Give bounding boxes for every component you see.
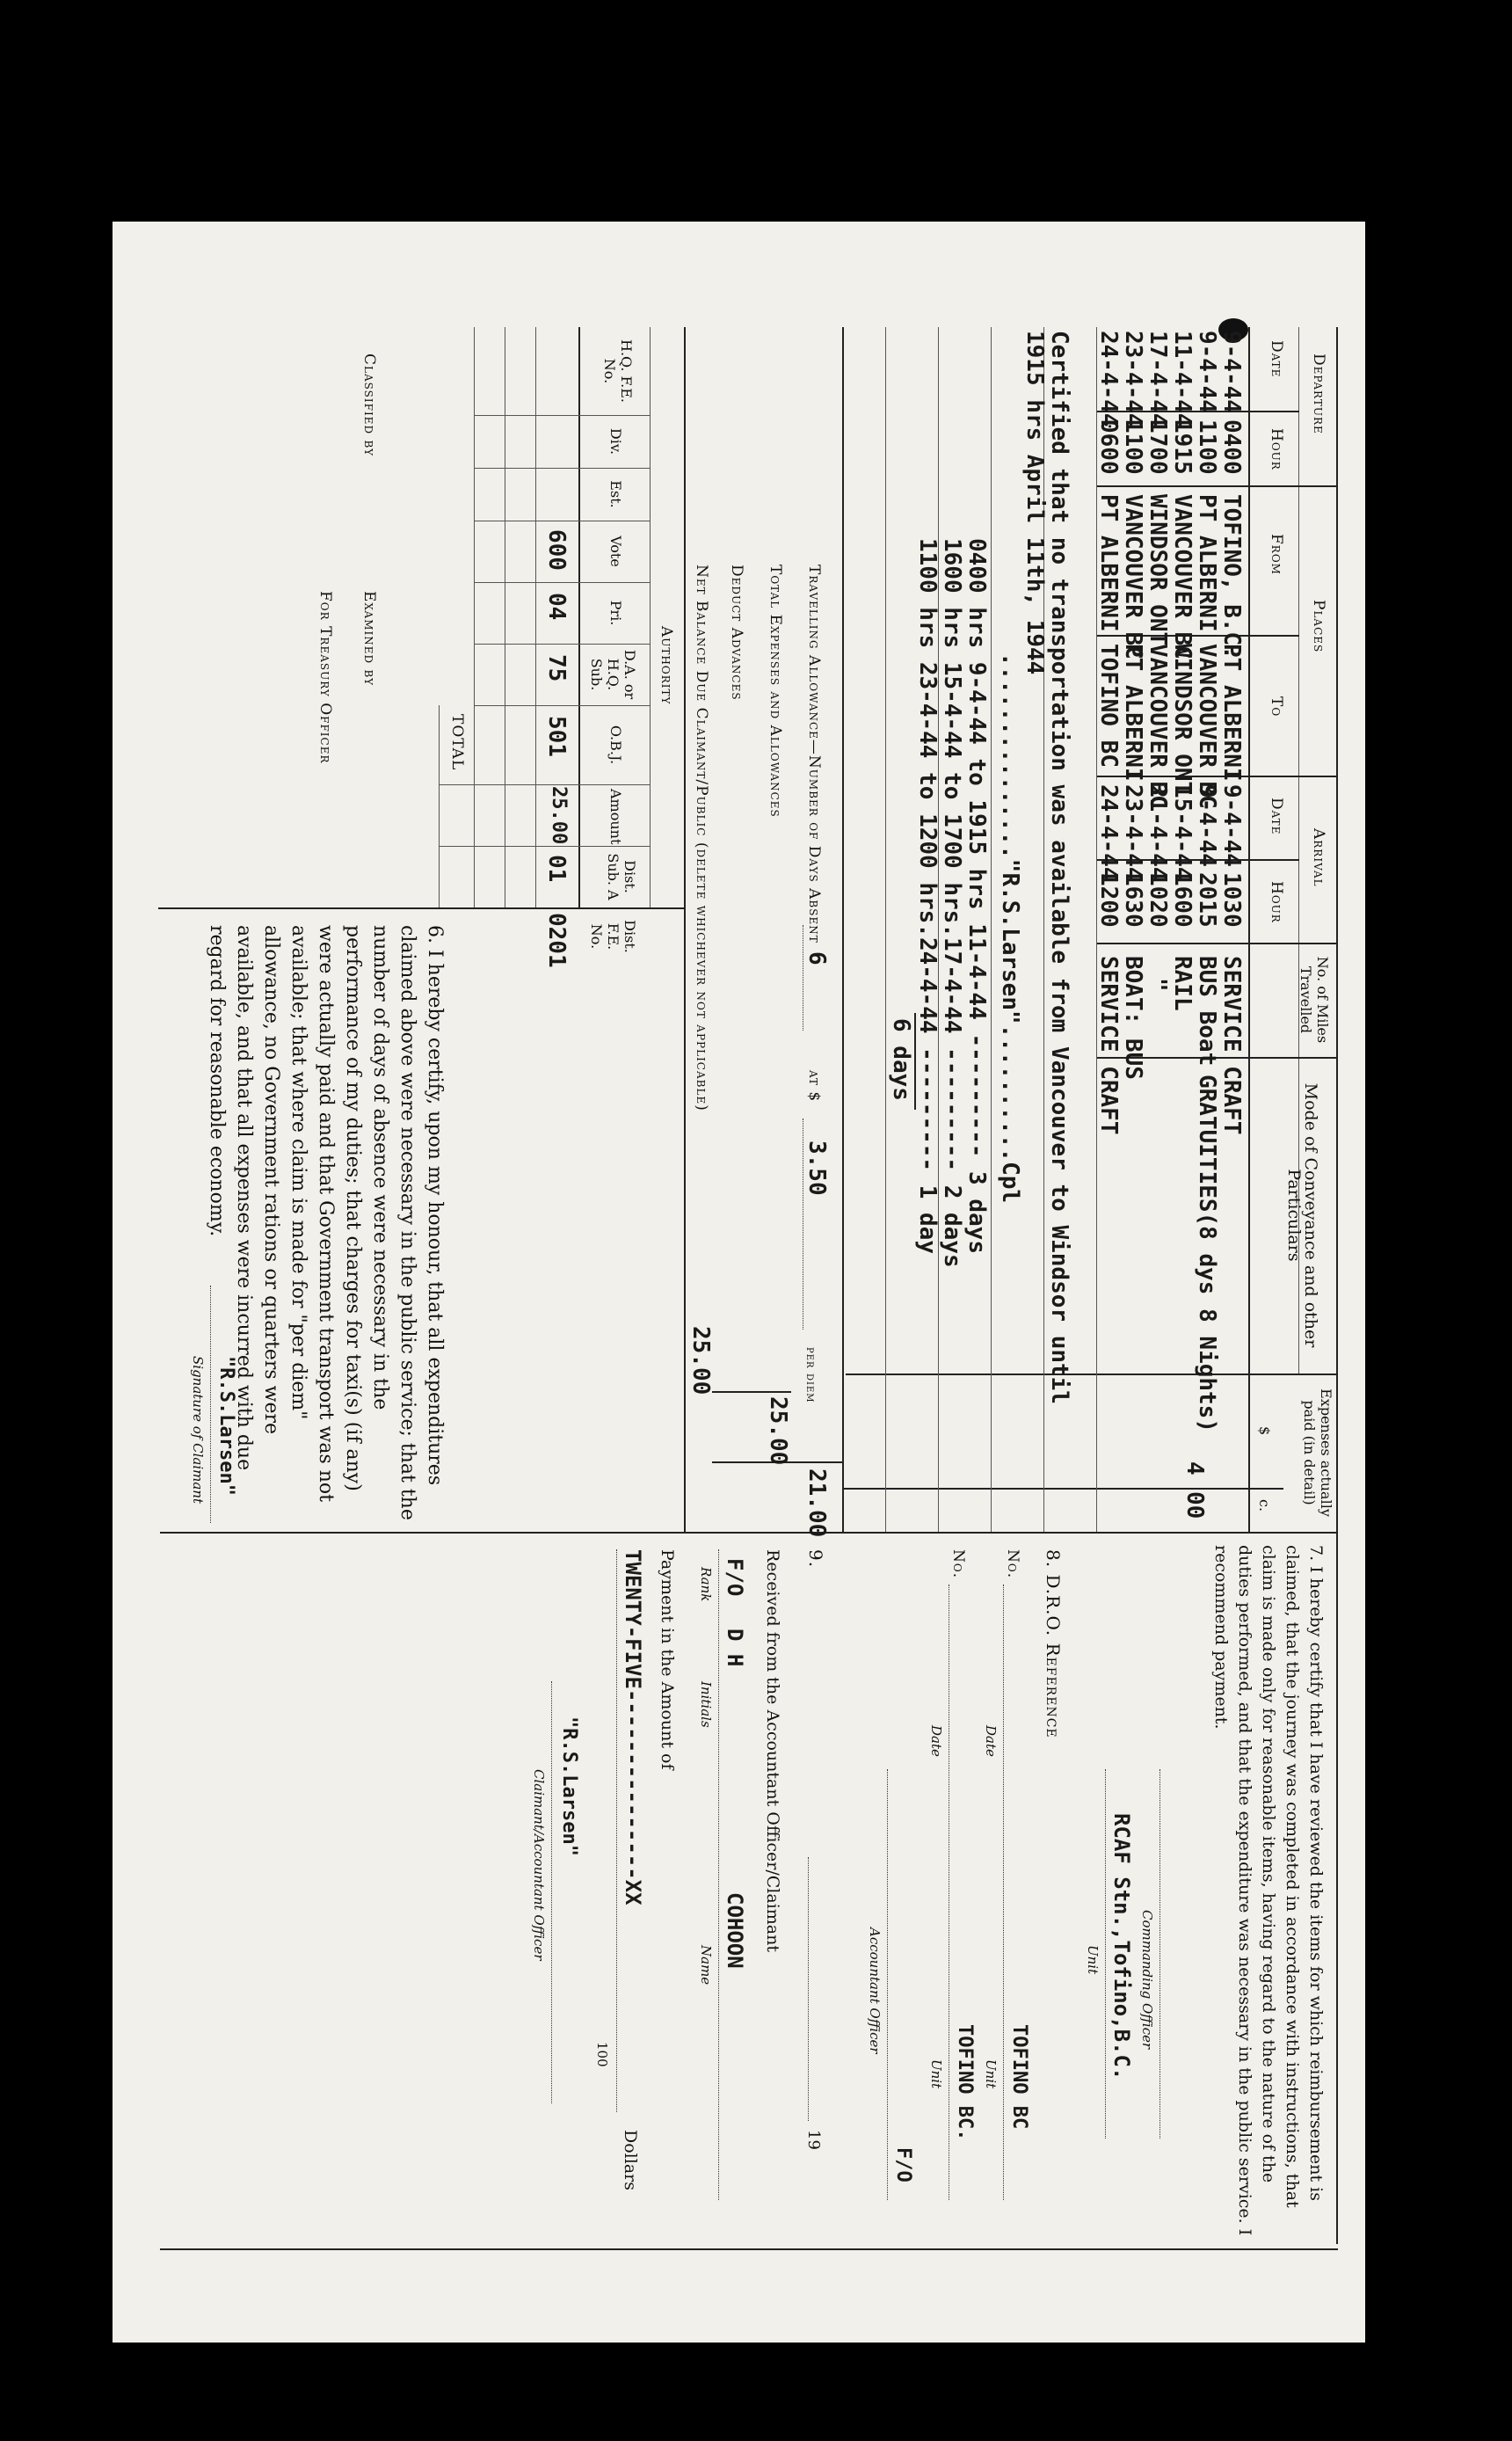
unit-rule	[1105, 1769, 1106, 2139]
day-breakdown-3: 1100 hrs 23-4-44 to 1200 hrs.24-4-44 --------- 1 day	[914, 538, 941, 1254]
itin-row-6-from: PT ALBERNI	[1095, 494, 1122, 632]
header-arr-date: Date	[1268, 798, 1285, 835]
ledger-line-3	[991, 327, 992, 1532]
itin-row-4-dep-hour: 1700	[1145, 419, 1171, 475]
itin-row-3-arr-date: 15-4-44	[1169, 784, 1196, 881]
auth-sub: 75	[543, 654, 570, 682]
itin-row-5-mode: BOAT: BUS	[1120, 956, 1146, 1080]
cert7-text	[1209, 1545, 1327, 2240]
header-date: Date	[1268, 340, 1285, 378]
dro-no-2: No.	[949, 1549, 967, 1579]
itin-row-4-to: VANCOUVER BC	[1145, 644, 1171, 809]
itin-row-2-mode: BUS Boat	[1194, 956, 1220, 1067]
itin-row-1-mode: SERVICE CRAFT	[1218, 956, 1245, 1135]
net-balance-amount: 25.00	[687, 1326, 714, 1395]
day-breakdown-1: 0400 hrs 9-4-44 to 1915 hrs 11-4-44 --------- 3 days	[963, 538, 990, 1254]
sec9-rank: F/O	[723, 1558, 747, 1597]
col-arr-hour-right	[1097, 943, 1338, 944]
auth-dist-fe-label: Dist. F.E. No.	[588, 920, 638, 953]
itin-row-3-dep-date: 11-4-44	[1169, 331, 1196, 427]
sec9-claimant-caption: Claimant/Accountant Officer	[531, 1769, 547, 1961]
main-right-border	[160, 1532, 1338, 1534]
authority-title: Authority	[658, 626, 675, 705]
authority-header-bottom	[578, 327, 580, 907]
sec9-date-rule	[808, 1857, 809, 2121]
itin-row-6-dep-hour: 0600	[1095, 419, 1122, 475]
gratuities-text: GRATUITIES(8 dys 8 Nights)	[1194, 1075, 1220, 1432]
cert7-number: 7.	[1306, 1545, 1326, 1562]
cert6-sig-caption: Signature of Claimant	[190, 1356, 206, 1505]
sec9-hundred: 100	[594, 2042, 610, 2067]
cert6-body: I hereby certify, upon my honour, that all expenditures claimed above were necessary in the public service; that the number of days of absence were necessary in the performance of my duties; that charges for taxi(s) (if any) were actually paid and that Government transport was not available; that where claim is made for "per diem" allowance, no Government rations or quarters were available, and that all expenses were incurred with due regard for reasonable economy.	[206, 925, 446, 1520]
cert-note-line-1: Certified that no transportation was available from Vancouver to Windsor until	[1046, 331, 1072, 1404]
sec9-dollars: Dollars	[621, 2130, 640, 2190]
header-arrival: Arrival	[1310, 828, 1327, 887]
expense-claim-sheet	[113, 222, 1365, 2343]
itin-row-2-to: VANCOUVER BC	[1194, 644, 1220, 809]
auth-right-border	[158, 907, 686, 909]
auth-col-est: Est.	[607, 480, 624, 508]
sec9-initials: D H	[723, 1629, 747, 1667]
itin-row-1-dep-hour: 0400	[1218, 419, 1245, 475]
day-breakdown-2: 1600 hrs 15-4-44 to 1700 hrs.17-4-44 --------- 2 days	[939, 538, 965, 1268]
auth-col-sub: D.A. or H.Q. Sub.	[588, 649, 638, 700]
itin-row-6-mode: SERVICE CRAFT	[1095, 956, 1122, 1135]
co-caption: Commanding Officer	[1139, 1910, 1155, 2050]
sec9-claimant-signature: "R.S.Larsen"	[558, 1716, 580, 1856]
sec9-rank-caption: Rank	[698, 1567, 714, 1602]
dro-date-caption-1: Date	[983, 1725, 999, 1757]
dro-unit-2: TOFINO BC.	[954, 2024, 976, 2141]
acct-officer-rule	[887, 1769, 888, 2200]
cert6-signature: "R.S.Larsen"	[215, 1356, 237, 1496]
itin-row-5-from: VANCOUVER BC	[1120, 494, 1146, 659]
cert7-body: I hereby certify that I have reviewed the items for which reimbursement is claimed, that the journey was completed in accordance with instructions, that claim is made only for reasonable items, having regard to the nature of the duties performed, and that the expenditure was necessary in the public service. I recommend payment.	[1211, 1545, 1326, 2236]
auth-col-div: Div.	[607, 427, 624, 455]
travelling-allowance-label: Travelling Allowance—Number of Days Absent	[805, 565, 823, 944]
header-hour: Hour	[1268, 428, 1285, 470]
sec9-name: COHOON	[723, 1892, 747, 1969]
at-dollar-label: at $	[805, 1070, 823, 1103]
auth-row-3	[474, 327, 475, 907]
dro-label: 8. D.R.O. Reference	[1043, 1549, 1064, 1738]
itin-row-1-arr-date: 9-4-44	[1218, 784, 1245, 867]
cents-divider	[844, 1488, 1283, 1490]
totals-bottom-rule	[684, 327, 686, 1532]
dro-unit-caption-2: Unit	[928, 2059, 944, 2089]
itin-row-3-to: WINDSOR ONT	[1169, 644, 1196, 796]
auth-col-hq: H.Q. F.E. No.	[601, 339, 635, 403]
itin-row-2-dep-hour: 1100	[1194, 419, 1220, 475]
top-rule	[1336, 327, 1338, 2244]
auth-col-1	[475, 415, 651, 416]
dro-no-1: No.	[1004, 1549, 1021, 1579]
itin-row-4-dep-date: 17-4-44	[1145, 331, 1171, 427]
col-hour-right	[1097, 485, 1338, 487]
itin-row-6-dep-date: 24-4-44	[1095, 331, 1122, 427]
sec9-amount-rule	[616, 1549, 617, 2112]
itin-row-1-to: PT ALBERNI	[1218, 644, 1245, 782]
header-arr-hour: Hour	[1268, 881, 1285, 923]
itin-row-6-to: TOFINO BC	[1095, 644, 1122, 768]
classified-by-label: Classified by	[360, 353, 378, 456]
auth-col-6	[475, 705, 651, 706]
header-departure: Departure	[1310, 353, 1327, 434]
auth-pri: 04	[543, 593, 570, 621]
itin-row-2-arr-date: 9-4-44	[1194, 784, 1220, 867]
itin-row-5-arr-hour: 1630	[1120, 872, 1146, 928]
auth-vote: 600	[543, 529, 570, 571]
header-places: Places	[1310, 600, 1327, 653]
auth-dist-fe: 0201	[543, 913, 570, 968]
acct-officer-caption: Accountant Officer	[867, 1927, 883, 2054]
cert6-number: 6.	[424, 925, 446, 944]
rotated-form	[149, 274, 1354, 2297]
gratuities-cents: 00	[1181, 1491, 1208, 1519]
itin-row-5-dep-date: 23-4-44	[1120, 331, 1146, 427]
itin-row-4-from: WINDSOR ONT	[1145, 494, 1171, 646]
dro-date-caption-2: Date	[928, 1725, 944, 1757]
auth-amount: 25.00	[548, 786, 570, 845]
sec9-name-rule	[718, 1549, 719, 2200]
ledger-line-5	[885, 327, 886, 1532]
header-from: From	[1268, 534, 1285, 575]
auth-col-distsub: Dist. Sub. A	[605, 853, 638, 900]
auth-col-5	[475, 644, 651, 645]
header-dollar: $	[1256, 1426, 1273, 1436]
day-total-underline	[914, 1013, 916, 1110]
itin-row-3-mode: RAIL	[1169, 956, 1196, 1011]
itin-row-4-arr-hour: 1020	[1145, 872, 1171, 928]
auth-col-4	[475, 582, 651, 583]
per-diem-label: per diem	[803, 1347, 818, 1403]
co-sig-rule	[1159, 1769, 1160, 2139]
totals-top-rule	[842, 327, 844, 1532]
itin-row-5-arr-date: 23-4-44	[1120, 784, 1146, 881]
cert6-text	[203, 925, 448, 1523]
itin-row-3-from: VANCOUVER BC	[1169, 494, 1196, 659]
auth-total-rule	[439, 705, 440, 907]
header-miles: No. of Miles Travelled	[1298, 956, 1331, 1044]
itin-row-1-from: TOFINO, B.C.	[1218, 494, 1245, 659]
examined-by-label: Examined by	[360, 591, 378, 687]
expenses-left-border	[846, 1374, 1338, 1375]
deduct-advances-label: Deduct Advances	[728, 565, 745, 701]
itin-row-4-arr-date: 21-4-44	[1145, 784, 1171, 881]
auth-col-pri: Pri.	[607, 600, 624, 626]
authority-header-top	[650, 327, 651, 907]
cert6-sig-rule	[210, 1286, 211, 1523]
sec9-received: Received from the Accountant Officer/Claimant	[763, 1549, 782, 1953]
sec9-name-caption: Name	[698, 1945, 714, 1986]
header-to: To	[1268, 696, 1285, 718]
total-expenses-label: Total Expenses and Allowances	[767, 565, 784, 818]
travelling-allowance-amount: 21.00	[803, 1468, 830, 1538]
header-mode: Mode of Conveyance and other Particulars	[1284, 1082, 1320, 1348]
auth-row-1	[535, 327, 536, 907]
sec9-payment-label: Payment in the Amount of	[658, 1549, 677, 1770]
treasury-officer-label: For Treasury Officer	[316, 591, 334, 764]
travelling-allowance-days: 6	[803, 951, 830, 965]
total-col-border	[712, 1391, 791, 1393]
auth-col-amount: Amount	[607, 789, 624, 845]
itin-row-2-arr-hour: 2015	[1194, 872, 1220, 928]
dro-unit-caption-1: Unit	[983, 2059, 999, 2089]
itin-row-6-arr-date: 24-4-44	[1095, 784, 1122, 881]
auth-dist-sub: 01	[543, 855, 570, 883]
cert7-unit-value: RCAF Stn.,Tofino,B.C.	[1109, 1813, 1134, 2080]
travelling-allowance-rate: 3.50	[803, 1140, 830, 1196]
sec9-initials-caption: Initials	[698, 1681, 714, 1728]
itin-row-4-mode: "	[1145, 978, 1171, 992]
sec9-amount-words: TWENTY-FIVE---------------XX	[621, 1549, 645, 1905]
itin-row-2-dep-date: 9-4-44	[1194, 331, 1220, 413]
sec9-claimant-rule	[551, 1681, 552, 2103]
auth-col-2	[475, 468, 651, 469]
auth-col-vote: Vote	[607, 536, 624, 567]
header-bottom-rule	[1248, 327, 1250, 1532]
day-breakdown-total: 6 days	[888, 1018, 914, 1101]
net-balance-label: Net Balance Due Claimant/Public (delete whichever not applicable)	[693, 565, 710, 1111]
auth-col-obj: O.B.J.	[607, 725, 624, 765]
itin-row-5-to: PT ALBERNI	[1120, 644, 1146, 782]
header-cents: c.	[1256, 1499, 1273, 1512]
cert-note-signature: ..............."R.S.Larsen"..........Cpl	[997, 652, 1023, 1204]
itin-row-1-dep-date: 9-4-44	[1218, 331, 1245, 413]
cert7-unit-caption: Unit	[1085, 1945, 1101, 1975]
dro-unit-1: TOFINO BC	[1008, 2024, 1030, 2130]
acct-officer-value: F/O	[892, 2147, 914, 2182]
total-expenses-amount: 25.00	[765, 1396, 791, 1466]
sec9-label: 9.	[805, 1549, 826, 1569]
ledger-line-1	[1096, 327, 1097, 1532]
sec9-year: 19	[804, 2130, 823, 2150]
auth-obj: 501	[543, 716, 570, 757]
right-panel-border	[160, 2248, 1338, 2250]
gratuities-dollars: 4	[1181, 1461, 1208, 1476]
itin-row-3-dep-hour: 1915	[1169, 419, 1196, 475]
itin-row-3-arr-hour: 1600	[1169, 872, 1196, 928]
itin-row-2-from: PT ALBERNI	[1194, 494, 1220, 632]
dro-rule-1	[1003, 1585, 1004, 2200]
auth-col-7	[440, 784, 651, 785]
itin-row-1-arr-hour: 1030	[1218, 872, 1245, 928]
itin-row-6-arr-hour: 1200	[1095, 872, 1122, 928]
auth-total-label: TOTAL	[448, 714, 466, 771]
header-expenses: Expenses actually paid (in detail)	[1301, 1388, 1334, 1517]
auth-col-8	[440, 846, 651, 847]
cert-note-line-2: 1915 hrs April 11th, 1944	[1021, 331, 1048, 675]
itin-row-5-dep-hour: 1100	[1120, 419, 1146, 475]
